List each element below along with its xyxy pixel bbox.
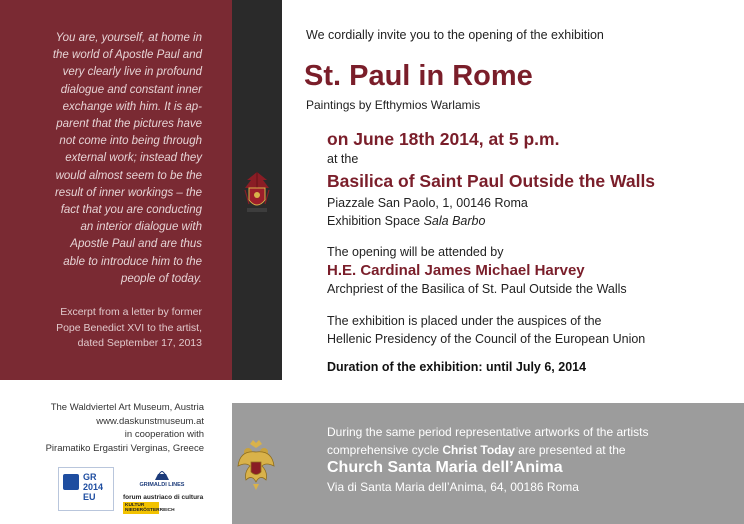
kultur-logo-line: NIEDERÖSTERREICH: [125, 508, 175, 513]
opening-date: on June 18th 2014, at 5 p.m.: [327, 129, 560, 149]
exhibition-duration: Duration of the exhibition: until July 6, 2014: [327, 360, 587, 374]
quote-line: able to introduce him to the: [63, 255, 202, 268]
invitation-intro: We cordially invite you to the opening of the exhibition: [306, 28, 604, 42]
quote-line: dialogue and constant inner: [60, 83, 202, 96]
attribution-line: Pope Benedict XVI to the artist,: [56, 321, 202, 334]
quote-line: very clearly live in profound: [62, 66, 202, 79]
cardinal-role: Archpriest of the Basilica of St. Paul Outside the Walls: [327, 282, 627, 296]
museum-line: Piramatiko Ergastiri Verginas, Greece: [45, 442, 204, 454]
quote-line: not come into being through: [59, 135, 202, 148]
grimaldi-logo-text: GRIMALDI LINES: [139, 482, 185, 488]
kultur-logo-line: KULTUR: [125, 503, 145, 508]
quote-line: an interior dialogue with: [80, 221, 202, 234]
parallel-exhibition-text: [327, 424, 648, 459]
address-line: Piazzale San Paolo, 1, 00146 Roma: [327, 196, 528, 210]
auspices-line: The exhibition is placed under the auspices of the: [327, 314, 602, 328]
kultur-logo-text: [125, 503, 175, 513]
gr-2014-eu-logo: [58, 467, 114, 511]
quote-line: parent that the pictures have: [56, 118, 202, 131]
at-the-label: at the: [327, 152, 359, 166]
parallel-line: comprehensive cycle: [327, 442, 443, 457]
quote-line: exchange with him. It is ap-: [62, 100, 202, 113]
venue-address: [327, 195, 528, 230]
venue-name: Basilica of Saint Paul Outside the Walls: [327, 171, 656, 191]
quote-attribution: [14, 305, 202, 352]
quote-line: Apostle Paul and are thus: [70, 238, 202, 251]
cardinal-name: H.E. Cardinal James Michael Harvey: [327, 262, 585, 279]
auspices-text: [327, 312, 645, 348]
gr-logo-line: GR: [83, 472, 97, 482]
quote-line: You are, yourself, at home in: [55, 32, 202, 44]
exhibition-subtitle: Paintings by Efthymios Warlamis: [306, 98, 481, 112]
museum-website-link[interactable]: www.daskunstmuseum.at: [96, 415, 204, 427]
pope-quote: [14, 30, 202, 288]
gr-logo-line: EU: [83, 492, 96, 502]
double-headed-eagle-icon: [236, 440, 276, 490]
church-address: Via di Santa Maria dell’Anima, 64, 00186 Roma: [327, 480, 579, 494]
quote-panel: [0, 0, 232, 380]
museum-credits: [20, 401, 204, 455]
kultur-niederoesterreich-logo: [123, 502, 175, 514]
attribution-line: dated September 17, 2013: [77, 337, 202, 349]
christ-today-cycle: Christ Today: [442, 442, 515, 457]
parallel-line: are presented at the: [514, 442, 626, 457]
exhibition-title: St. Paul in Rome: [304, 60, 533, 92]
quote-line: the world of Apostle Paul and: [52, 49, 202, 62]
gr-logo-line: 2014: [83, 482, 104, 492]
quote-line: result of inner workings – the: [54, 186, 202, 199]
gr-logo-text: [83, 472, 103, 502]
church-name: Church Santa Maria dell’Anima: [327, 459, 563, 476]
exhibition-space-label: Exhibition Space: [327, 213, 424, 228]
quote-line: would almost seem to be the: [55, 169, 202, 182]
parallel-line: During the same period representative artworks of the artists: [327, 425, 649, 439]
attribution-line: Excerpt from a letter by former: [60, 306, 202, 318]
gr-presidency-mark-icon: [63, 474, 79, 490]
auspices-line: Hellenic Presidency of the Council of the European Union: [327, 332, 646, 346]
museum-line: The Waldviertel Art Museum, Austria: [50, 402, 204, 413]
grimaldi-lines-logo: [123, 470, 201, 492]
quote-line: fact that you are conducting: [60, 204, 202, 217]
quote-line: external work; instead they: [65, 152, 202, 165]
forum-austriaco-logo: forum austriaco di cultura: [123, 494, 204, 501]
cardinal-coat-of-arms-icon: [243, 170, 271, 216]
museum-line: in cooperation with: [124, 429, 204, 441]
exhibition-space-name: Sala Barbo: [423, 213, 486, 228]
quote-line: people of today.: [121, 272, 202, 285]
attendance-text: The opening will be attended by: [327, 245, 504, 259]
